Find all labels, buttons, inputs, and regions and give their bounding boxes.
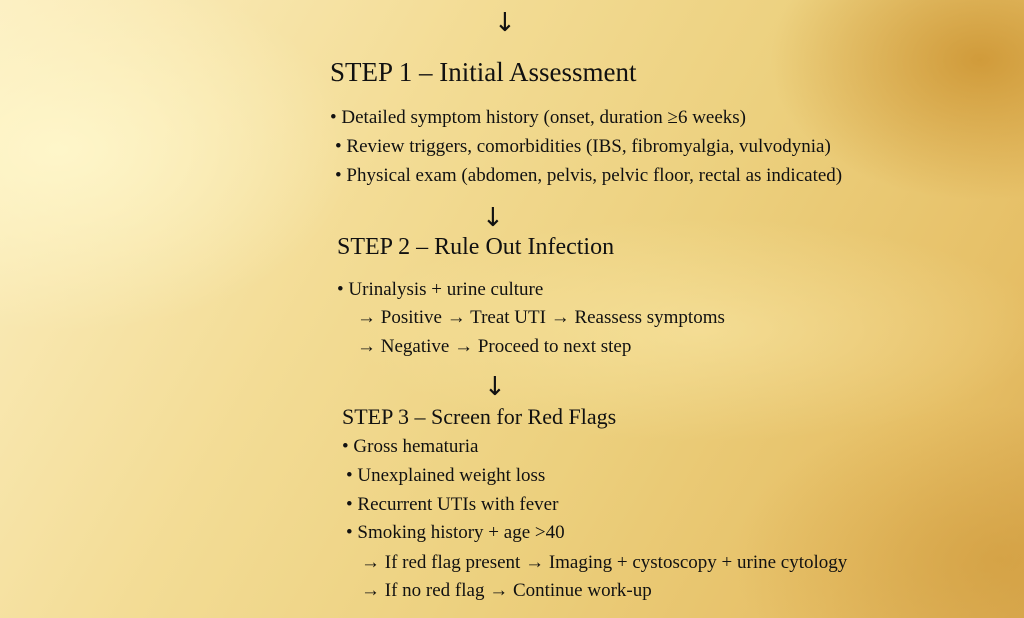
step3-bullet-2: • Unexplained weight loss [346,465,546,486]
step1-bullet-1: • Detailed symptom history (onset, duration ≥6 weeks) [330,107,747,128]
step2-bullet-1: • Urinalysis + urine culture [337,279,544,300]
step1-bullet-2: • Review triggers, comorbidities (IBS, fibromyalgia, vulvodynia) [335,136,831,157]
arrow-down-icon: ↓ [482,203,504,233]
step2-sub-1: → Positive → Treat UTI → Reassess symptoms [357,307,725,328]
step1-bullet-3: • Physical exam (abdomen, pelvis, pelvic floor, rectal as indicated) [335,165,843,186]
arrow-down-icon: ↓ [484,372,506,402]
arrow-down-icon: ↓ [494,8,516,38]
step2-title: STEP 2 – Rule Out Infection [337,234,615,260]
step2-sub-2: → Negative → Proceed to next step [357,336,632,357]
step1-title: STEP 1 – Initial Assessment [330,57,637,87]
step3-title: STEP 3 – Screen for Red Flags [342,404,617,429]
step3-bullet-4: • Smoking history + age >40 [346,522,565,543]
step3-sub-1: → If red flag present → Imaging + cystoscopy + urine cytology [361,552,848,573]
step3-bullet-1: • Gross hematuria [342,436,479,457]
step3-bullet-3: • Recurrent UTIs with fever [346,494,559,515]
step3-sub-2: → If no red flag → Continue work-up [361,580,652,601]
